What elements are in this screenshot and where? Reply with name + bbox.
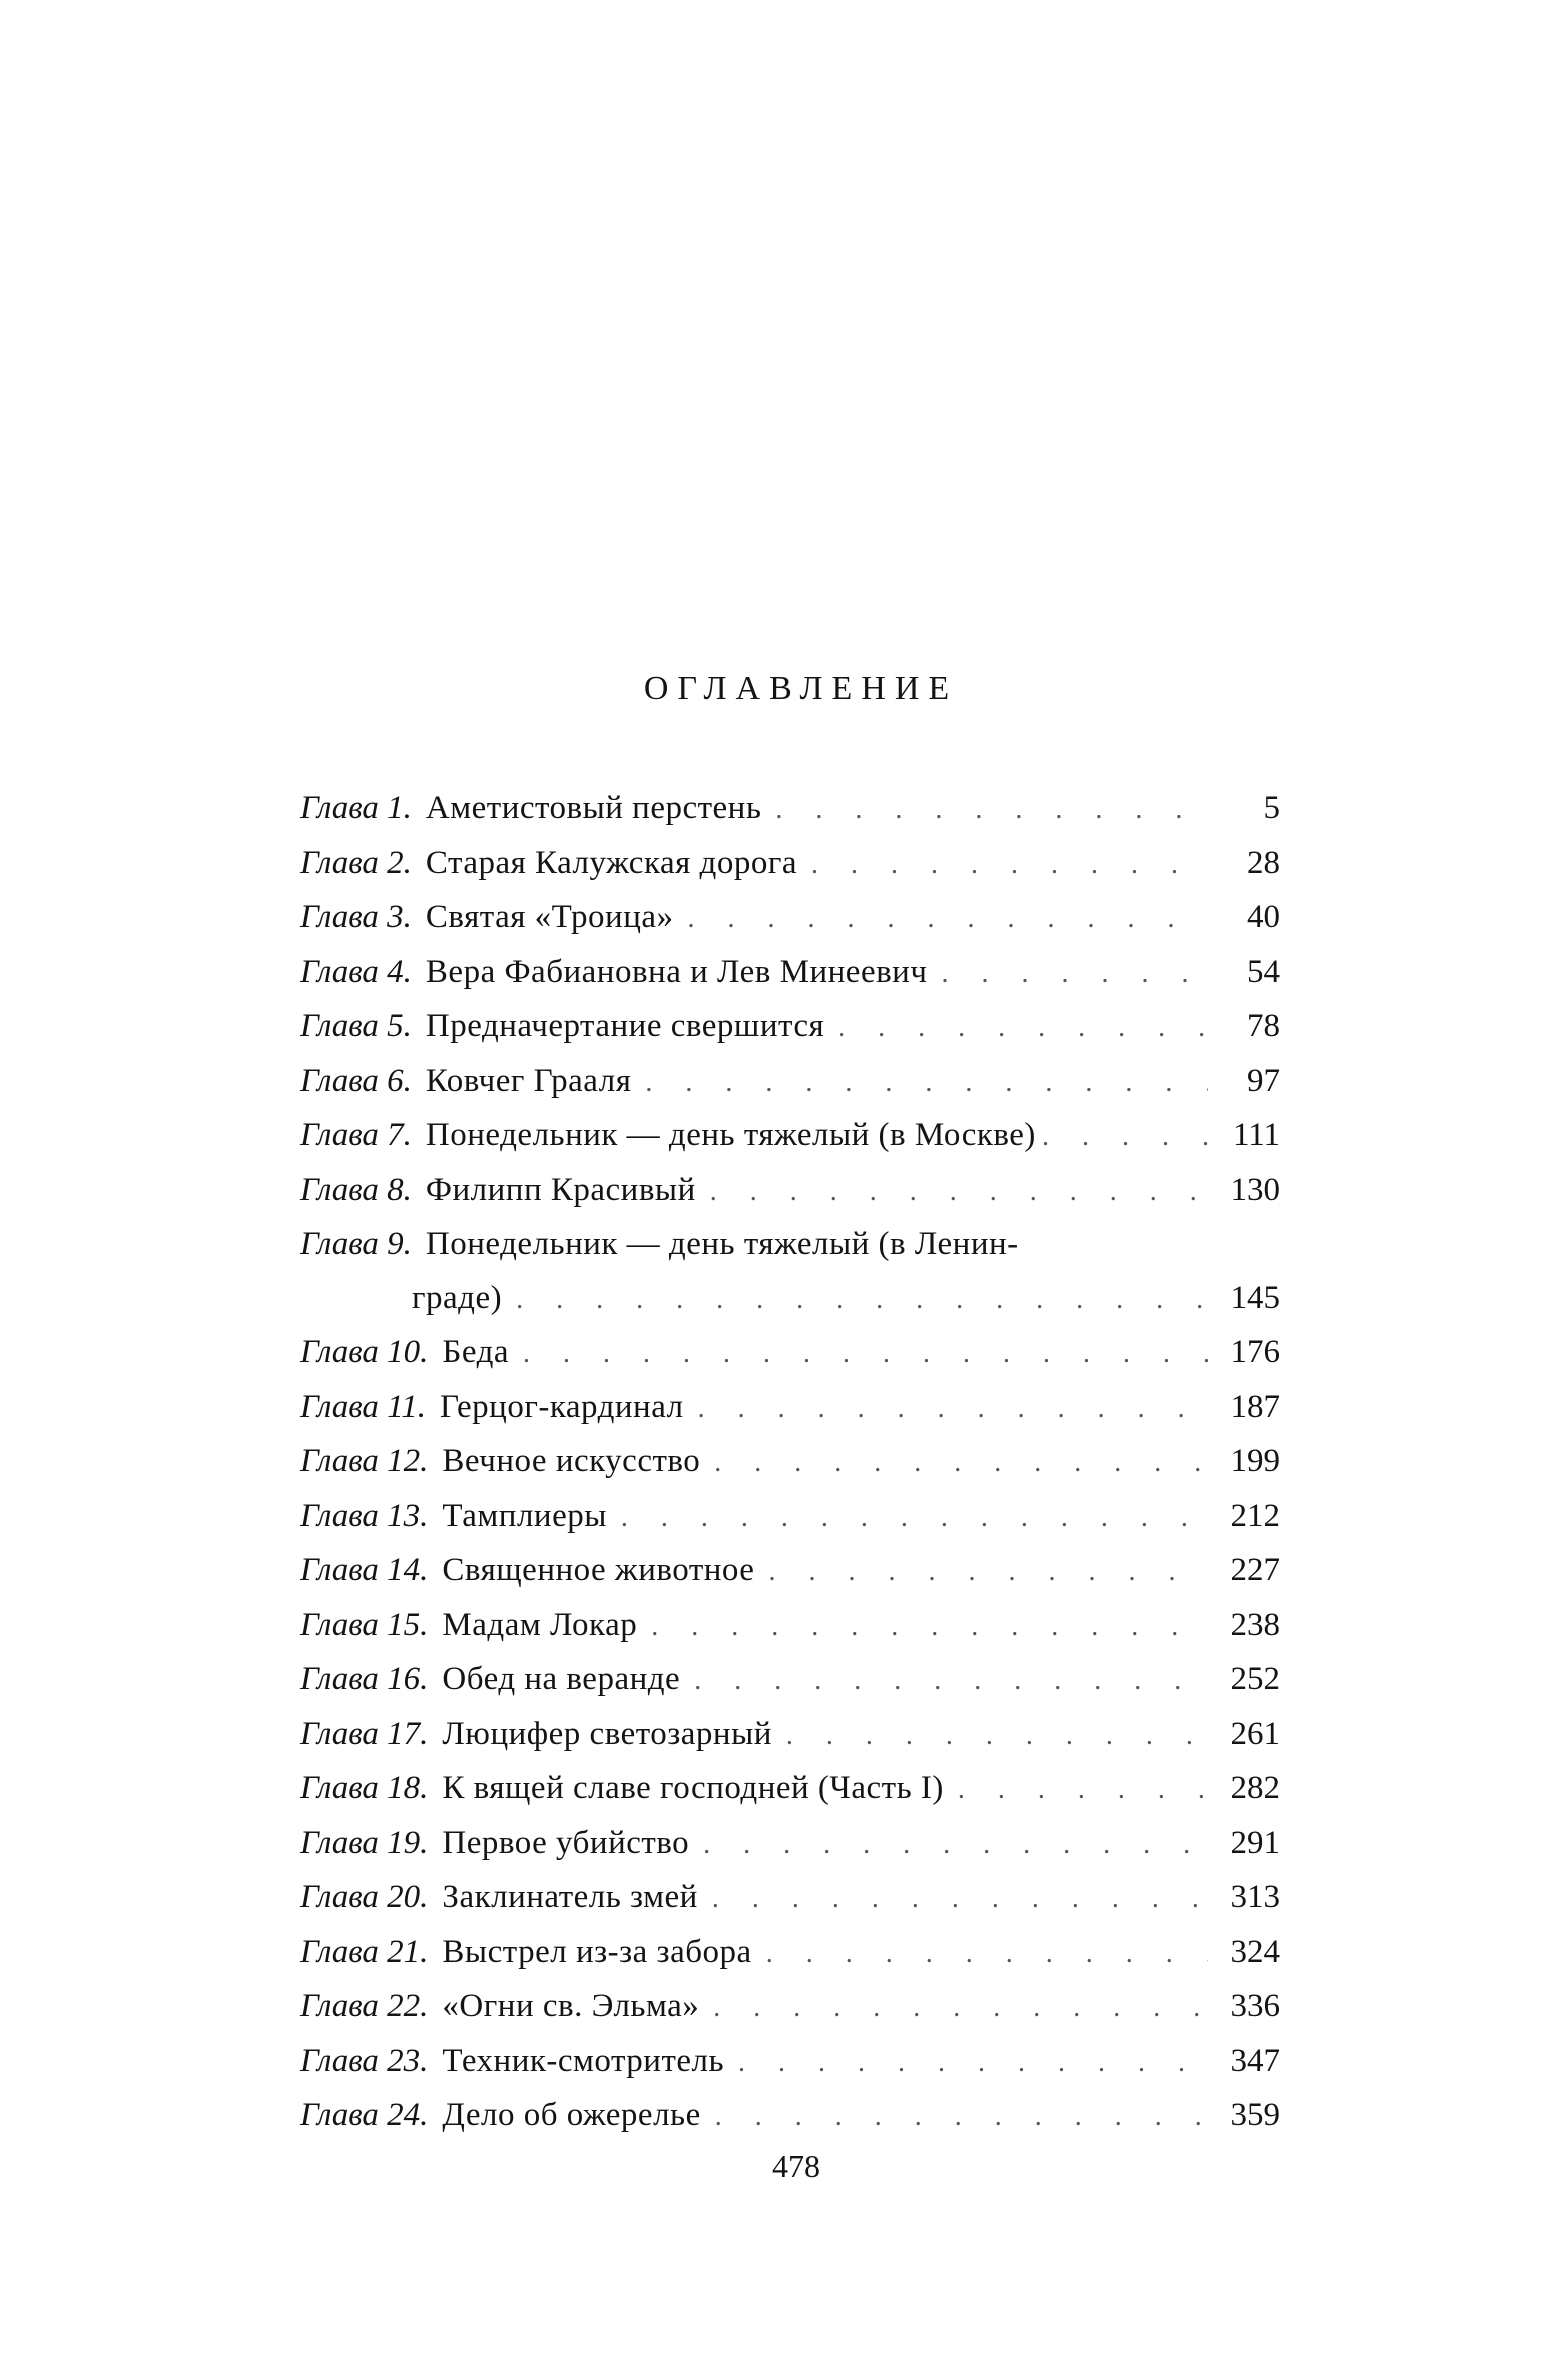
chapter-title: Филипп Красивый [425, 1171, 696, 1208]
page-number: 478 [772, 2148, 820, 2184]
chapter-title: Вера Фабиановна и Лев Минеевич [425, 953, 928, 990]
chapter-page: 176 [1230, 1334, 1280, 1370]
dot-leader [715, 2090, 1208, 2144]
chapter-title: К вящей славе господней (Часть I) [442, 1770, 944, 1806]
toc-entry-3 [300, 891, 1280, 946]
toc-entry-7 [300, 1109, 1280, 1164]
dot-leader [645, 1056, 1208, 1110]
chapter-page: 359 [1230, 2097, 1280, 2133]
toc-entry-4 [300, 946, 1280, 1001]
toc-entry-9 [300, 1218, 1280, 1326]
toc-entry-14 [300, 1544, 1280, 1599]
chapter-title: Тамплиеры [442, 1497, 607, 1534]
toc-entry-18 [300, 1762, 1280, 1817]
chapter-page: 78 [1247, 1008, 1280, 1044]
chapter-page: 212 [1230, 1497, 1280, 1534]
chapter-label: Глава 22. [300, 1988, 429, 2024]
chapter-title: Беда [442, 1334, 510, 1370]
chapter-title: Священное животное [442, 1552, 755, 1588]
dot-leader [811, 838, 1208, 892]
chapter-label: Глава 24. [300, 2097, 429, 2133]
chapter-page: 347 [1230, 2042, 1280, 2079]
toc-entry-19 [300, 1817, 1280, 1872]
chapter-label: Глава 9. [300, 1226, 412, 1262]
chapter-title: Выстрел из-за забора [442, 1933, 752, 1970]
page-title: ОГЛАВЛЕНИЕ [643, 670, 959, 707]
dot-leader [516, 1273, 1208, 1327]
dot-leader [941, 947, 1208, 1001]
toc-entry-24 [300, 2089, 1280, 2144]
chapter-page: 187 [1230, 1388, 1280, 1425]
dot-leader [698, 1382, 1208, 1436]
chapter-label: Глава 17. [300, 1715, 429, 1752]
chapter-label: Глава 12. [300, 1443, 429, 1479]
chapter-page: 324 [1230, 1933, 1280, 1970]
toc-entry-17 [300, 1708, 1280, 1763]
chapter-label: Глава 2. [300, 844, 412, 881]
dot-leader [651, 1600, 1208, 1654]
chapter-page: 291 [1230, 1824, 1280, 1861]
chapter-title: Ковчег Грааля [425, 1062, 632, 1099]
chapter-page: 282 [1230, 1770, 1280, 1806]
chapter-label: Глава 20. [300, 1879, 429, 1915]
chapter-page: 97 [1247, 1062, 1280, 1099]
toc-entry-6 [300, 1055, 1280, 1110]
chapter-page: 227 [1230, 1552, 1280, 1588]
chapter-title: Герцог-кардинал [439, 1388, 684, 1425]
chapter-label: Глава 19. [300, 1824, 429, 1861]
chapter-page: 54 [1247, 953, 1280, 990]
chapter-label: Глава 5. [300, 1008, 412, 1044]
toc-entry-23 [300, 2035, 1280, 2090]
toc-entry-21 [300, 1926, 1280, 1981]
dot-leader [714, 1436, 1208, 1490]
toc-entry-12 [300, 1435, 1280, 1490]
chapter-page: 111 [1232, 1117, 1280, 1153]
chapter-title: Старая Калужская дорога [425, 844, 798, 881]
dot-leader [523, 1327, 1208, 1381]
toc-entry-16 [300, 1653, 1280, 1708]
chapter-title: Первое убийство [442, 1824, 690, 1861]
dot-leader [688, 892, 1208, 946]
chapter-label: Глава 15. [300, 1606, 429, 1643]
chapter-page: 145 [1230, 1279, 1280, 1316]
chapter-page: 336 [1230, 1988, 1280, 2024]
chapter-page: 130 [1230, 1171, 1280, 1208]
dot-leader [766, 1927, 1208, 1981]
chapter-label: Глава 16. [300, 1661, 429, 1697]
dot-leader [786, 1709, 1208, 1763]
dot-leader [713, 1981, 1208, 2035]
toc-entry-2 [300, 837, 1280, 892]
dot-leader [712, 1872, 1208, 1926]
chapter-title: Понедельник — день тяжелый (в Ленин- [425, 1226, 1019, 1262]
chapter-label: Глава 18. [300, 1770, 429, 1806]
chapter-label: Глава 6. [300, 1062, 412, 1099]
toc-entry-22 [300, 1980, 1280, 2035]
chapter-page: 261 [1230, 1715, 1280, 1752]
chapter-title: Обед на веранде [442, 1661, 681, 1697]
chapter-title: Мадам Локар [442, 1606, 638, 1643]
chapter-label: Глава 3. [300, 899, 412, 935]
chapter-label: Глава 10. [300, 1334, 429, 1370]
table-of-contents [300, 782, 1280, 2144]
dot-leader [838, 1001, 1208, 1055]
dot-leader [694, 1654, 1208, 1708]
chapter-title: Понедельник — день тяжелый (в Москве) [425, 1117, 1036, 1153]
chapter-page: 28 [1247, 844, 1280, 881]
dot-leader [1042, 1110, 1212, 1164]
chapter-page: 238 [1230, 1606, 1280, 1643]
chapter-label: Глава 7. [300, 1117, 412, 1153]
chapter-label: Глава 1. [300, 790, 412, 826]
toc-entry-8 [300, 1164, 1280, 1219]
toc-entry-15 [300, 1599, 1280, 1654]
chapter-label: Глава 23. [300, 2042, 429, 2079]
chapter-title: «Огни св. Эльма» [442, 1988, 700, 2024]
toc-entry-20 [300, 1871, 1280, 1926]
chapter-label: Глава 4. [300, 953, 412, 990]
dot-leader [710, 1165, 1208, 1219]
chapter-page: 199 [1230, 1443, 1280, 1479]
toc-entry-5 [300, 1000, 1280, 1055]
chapter-page: 40 [1247, 899, 1280, 935]
dot-leader [775, 783, 1208, 837]
chapter-page: 5 [1263, 790, 1280, 826]
chapter-title: Святая «Троица» [425, 899, 674, 935]
dot-leader [703, 1818, 1208, 1872]
toc-entry-1 [300, 782, 1280, 837]
chapter-title: Вечное искусство [442, 1443, 701, 1479]
dot-leader [768, 1545, 1208, 1599]
chapter-page: 252 [1230, 1661, 1280, 1697]
toc-entry-11 [300, 1381, 1280, 1436]
dot-leader [958, 1763, 1208, 1817]
chapter-title: Люцифер светозарный [442, 1715, 772, 1752]
chapter-label: Глава 8. [300, 1171, 412, 1208]
chapter-label: Глава 14. [300, 1552, 429, 1588]
chapter-title: Предначертание свершится [425, 1008, 825, 1044]
chapter-page: 313 [1230, 1879, 1280, 1915]
dot-leader [738, 2036, 1208, 2090]
chapter-label: Глава 11. [300, 1388, 426, 1425]
chapter-title: Дело об ожерелье [442, 2097, 701, 2133]
chapter-title: Аметистовый перстень [425, 790, 762, 826]
toc-entry-10 [300, 1326, 1280, 1381]
chapter-title: Заклинатель змей [442, 1879, 698, 1915]
chapter-label: Глава 13. [300, 1497, 429, 1534]
chapter-title-continuation: граде) [412, 1279, 503, 1316]
chapter-label: Глава 21. [300, 1933, 429, 1970]
toc-entry-13 [300, 1490, 1280, 1545]
dot-leader [621, 1491, 1208, 1545]
chapter-title: Техник-смотритель [442, 2042, 725, 2079]
